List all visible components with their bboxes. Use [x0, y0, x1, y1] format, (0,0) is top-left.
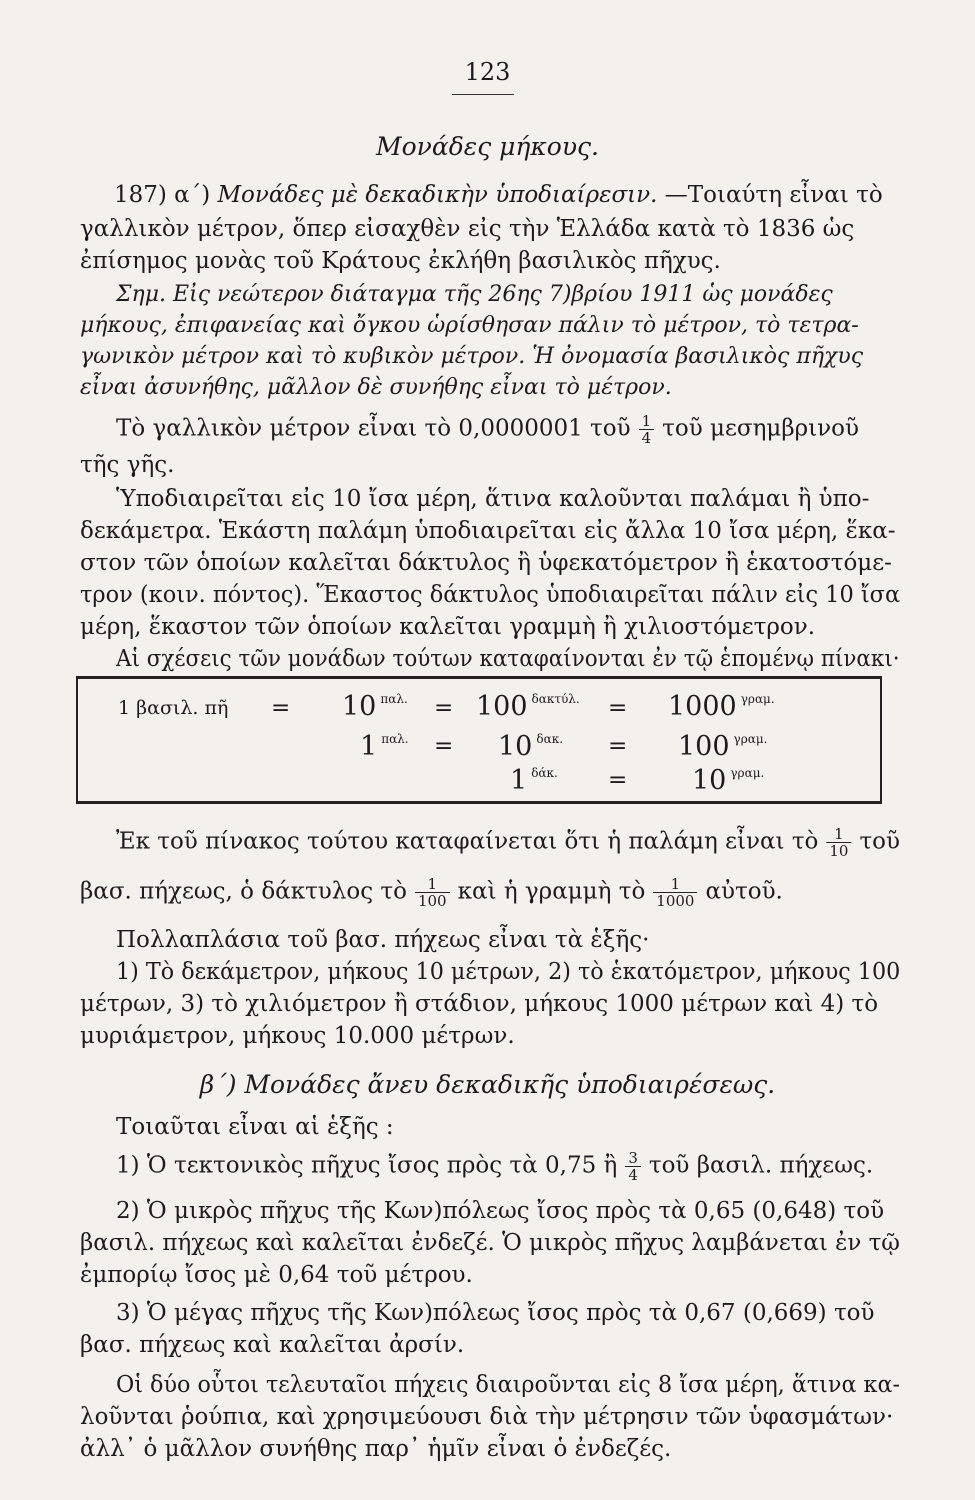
- item-label: 187) α΄): [114, 182, 218, 208]
- table-value: 10: [498, 731, 533, 762]
- subdivision-line-3: στον τῶν ὁποίων καλεῖται δάκτυλος ἢ ὑφεκατόμετρον ἢ ἑκατοστόμε-: [80, 550, 892, 576]
- item-title: Μονάδες μὲ δεκαδικὴν ὑποδιαίρεσιν.: [217, 182, 658, 208]
- table-row-1-unit: 1 βασιλ. πῆ: [118, 697, 229, 719]
- non-decimal-line-5: ἐμπορίῳ ἴσος μὲ 0,64 τοῦ μέτρου.: [80, 1262, 473, 1288]
- page-number: 123: [464, 58, 511, 86]
- non-decimal-line-2: [116, 1150, 873, 1183]
- fraction-thousandth: [653, 876, 697, 909]
- units-table: [76, 676, 882, 804]
- table-row-2-line: [678, 731, 768, 762]
- fraction-three-quarters: [625, 1150, 641, 1183]
- subdivision-line-5: μέρη, ἕκαστον τῶν ὁποίων καλεῖται γραμμὴ ἢ χιλιοστόμετρον.: [80, 614, 816, 640]
- multiples-line-4: μυριάμετρον, μήκους 10.000 μέτρων.: [80, 1023, 515, 1049]
- ratio-line-2: [80, 876, 783, 909]
- table-unit: δάκ.: [531, 766, 558, 780]
- fraction-tenth: [826, 826, 851, 859]
- non-decimal-line-1: Τοιαῦται εἶναι αἱ ἑξῆς :: [116, 1114, 394, 1140]
- table-unit: παλ.: [381, 732, 409, 746]
- table-value: 10: [342, 691, 377, 722]
- multiples-line-2: 1) Τὸ δεκάμετρον, μήκους 10 μέτρων, 2) τὸ ἑκατόμετρον, μήκους 100: [116, 959, 901, 985]
- note-line-3: γωνικὸν μέτρον καὶ τὸ κυβικὸν μέτρον. Ἡ ὀνομασία βασιλικὸς πῆχυς: [80, 344, 864, 369]
- non-decimal-line-6: 3) Ὁ μέγας πῆχυς τῆς Κων)πόλεως ἴσος πρὸς τὰ 0,67 (0,669) τοῦ: [116, 1300, 875, 1326]
- table-unit: δακ.: [536, 732, 564, 746]
- fraction-denominator: 4: [641, 429, 652, 447]
- table-row-1-line: [668, 691, 775, 722]
- meter-definition-text: Τὸ γαλλικὸν μέτρον εἶναι τὸ 0,0000001 τοῦ: [116, 415, 631, 442]
- non-decimal-text: 1) Ὁ τεκτονικὸς πῆχυς ἴσος πρὸς τὰ 0,75 ἢ: [116, 1152, 618, 1179]
- ratio-line-1: [116, 826, 900, 859]
- fraction-denominator: 10: [829, 842, 849, 860]
- fraction-numerator: 1: [653, 876, 697, 893]
- table-value: 10: [692, 765, 727, 796]
- table-row-2-eq-3: =: [608, 733, 628, 759]
- ratio-text-end: τοῦ: [859, 828, 900, 855]
- meter-definition-text-end: τοῦ μεσημβρινοῦ: [662, 415, 859, 442]
- note-line-4: εἶναι ἀσυνήθης, μᾶλλον δὲ συνήθης εἶναι τὸ μέτρον.: [80, 375, 672, 400]
- table-row-2-eq-2: =: [434, 733, 454, 759]
- note-line-1: Σημ. Εἰς νεώτερον διάταγμα τῆς 26ης 7)βρίου 1911 ὡς μονάδες: [116, 282, 833, 307]
- fraction-quarter: [639, 413, 655, 446]
- fraction-denominator: 4: [628, 1166, 638, 1184]
- table-row-2-finger: [498, 731, 563, 762]
- fraction-numerator: 1: [415, 876, 450, 893]
- table-unit: γραμ.: [740, 692, 775, 706]
- table-row-3-eq-3: =: [608, 767, 628, 793]
- item-text: —Τοιαύτη εἶναι τὸ: [657, 182, 883, 208]
- subdivision-line-2: δεκάμετρα. Ἑκάστη παλάμη ὑποδιαιρεῖται εἰς ἄλλα 10 ἴσα μέρη, ἕκα-: [80, 518, 896, 544]
- meter-definition-line-1: [116, 413, 859, 446]
- ratio-text: Ἐκ τοῦ πίνακος τούτου καταφαίνεται ὅτι ἡ παλάμη εἶναι τὸ: [116, 828, 819, 855]
- multiples-line-3: μέτρων, 3) τὸ χιλιόμετρον ἢ στάδιον, μήκους 1000 μέτρων καὶ 4) τὸ: [80, 991, 879, 1017]
- subdivision-line-4: τρον (κοιν. πόντος). Ἕκαστος δάκτυλος ὑποδιαιρεῖται πάλιν εἰς 10 ἴσα: [80, 582, 901, 608]
- section-heading-non-decimal: β΄) Μονάδες ἄνευ δεκαδικῆς ὑποδιαιρέσεως.: [199, 1070, 776, 1099]
- section-heading-decimal: Μονάδες μήκους.: [376, 132, 599, 161]
- note-line-2: μήκους, ἐπιφανείας καὶ ὄγκου ὡρίσθησαν πάλιν τὸ μέτρον, τὸ τετρα-: [80, 313, 859, 338]
- table-row-2-palm: [360, 731, 409, 762]
- table-value: 1: [510, 765, 528, 796]
- non-decimal-line-4: βασιλ. πήχεως καὶ καλεῖται ἐνδεζέ. Ὁ μικρὸς πῆχυς λαμβάνεται ἐν τῷ: [80, 1230, 900, 1256]
- non-decimal-line-7: βασ. πήχεως καὶ καλεῖται ἀρσίν.: [80, 1332, 465, 1358]
- table-unit: γραμ.: [733, 732, 768, 746]
- non-decimal-line-3: 2) Ὁ μικρὸς πῆχυς τῆς Κων)πόλεως ἴσος πρὸς τὰ 0,65 (0,648) τοῦ: [116, 1198, 885, 1224]
- table-row-1-eq-2: =: [434, 695, 454, 721]
- table-row-1-finger: [476, 691, 580, 722]
- fraction-numerator: 1: [826, 826, 851, 843]
- subdivision-line-1: Ὑποδιαιρεῖται εἰς 10 ἴσα μέρη, ἅτινα καλοῦνται παλάμαι ἢ ὑπο-: [116, 486, 870, 512]
- paragraph-187-line-2: γαλλικὸν μέτρον, ὅπερ εἰσαχθὲν εἰς τὴν Ἑλλάδα κατὰ τὸ 1836 ὡς: [80, 216, 855, 242]
- table-unit: γραμ.: [730, 766, 765, 780]
- table-row-1-eq-1: =: [271, 695, 291, 721]
- ratio-text-mid: καὶ ἡ γραμμὴ τὸ: [457, 878, 646, 905]
- page-number-rule: [452, 94, 514, 95]
- fraction-numerator: 1: [639, 413, 655, 430]
- table-row-1-eq-3: =: [608, 695, 628, 721]
- table-unit: παλ.: [380, 692, 408, 706]
- last-paragraph-line-3: ἀλλ᾽ ὁ μᾶλλον συνήθης παρ᾽ ἡμῖν εἶναι ὁ ἐνδεζές.: [80, 1436, 672, 1462]
- meter-definition-line-2: τῆς γῆς.: [80, 452, 175, 478]
- table-value: 100: [476, 691, 528, 722]
- table-row-1-palm: [342, 691, 408, 722]
- fraction-numerator: 3: [625, 1150, 641, 1167]
- last-paragraph-line-1: Οἱ δύο οὗτοι τελευταῖοι πήχεις διαιροῦνται εἰς 8 ἴσα μέρη, ἅτινα κα-: [116, 1372, 901, 1398]
- table-value: 1: [360, 731, 378, 762]
- fraction-hundredth: [415, 876, 450, 909]
- multiples-line-1: Πολλαπλάσια τοῦ βασ. πήχεως εἶναι τὰ ἑξῆς·: [116, 927, 650, 953]
- table-row-3-finger: [510, 765, 558, 796]
- non-decimal-text-end: τοῦ βασιλ. πήχεως.: [648, 1152, 874, 1179]
- paragraph-187-line-3: ἐπίσημος μονὰς τοῦ Κράτους ἐκλήθη βασιλικὸς πῆχυς.: [80, 248, 721, 274]
- table-unit: δακτύλ.: [531, 692, 580, 706]
- last-paragraph-line-2: λοῦνται ῥούπια, καὶ χρησιμεύουσι διὰ τὴν μέτρησιν τῶν ὑφασμάτων·: [80, 1404, 894, 1430]
- table-value: 100: [678, 731, 730, 762]
- fraction-denominator: 1000: [656, 892, 695, 910]
- paragraph-187-line-1: [114, 180, 883, 210]
- table-row-3-line: [692, 765, 764, 796]
- ratio-text: βασ. πήχεως, ὁ δάκτυλος τὸ: [80, 878, 407, 905]
- fraction-denominator: 100: [417, 892, 447, 910]
- subdivision-line-6: Αἱ σχέσεις τῶν μονάδων τούτων καταφαίνονται ἐν τῷ ἑπομένῳ πίνακι·: [116, 646, 900, 672]
- table-value: 1000: [668, 691, 737, 722]
- ratio-text-end: αὐτοῦ.: [705, 878, 783, 905]
